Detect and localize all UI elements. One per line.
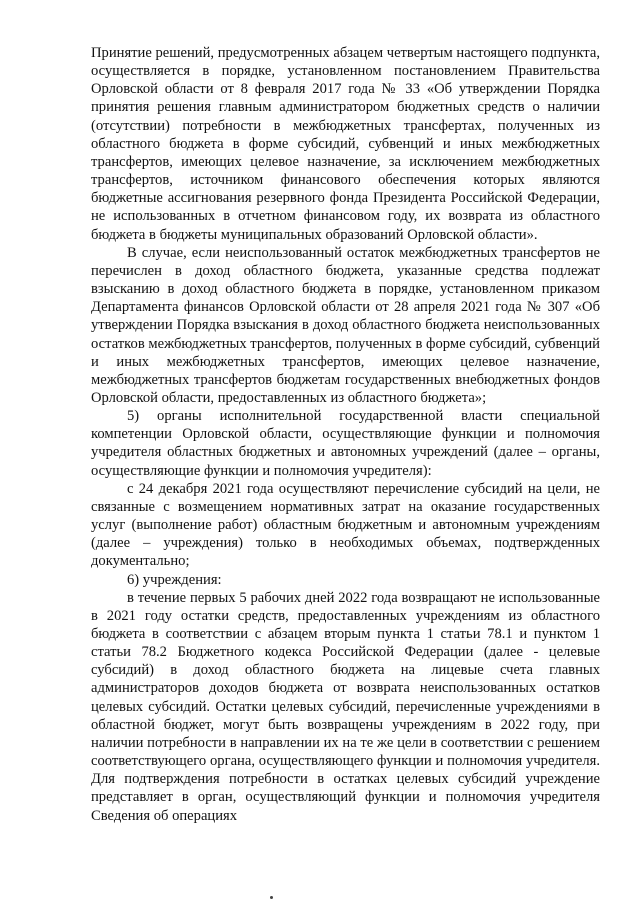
scan-dot-mark [270, 896, 273, 899]
paragraph-decision-procedure: Принятие решений, предусмотренных абзацем четвертым настоящего подпункта, осуществляется в порядке, установленном постановлением Правительства Орловской области от 8 февраля 2017 года № 33 «Об утверждении Порядка принятия решения главным администратором бюджетных средств о наличии (отсутствии) потребности в межбюджетных трансфертах, полученных из областного бюджета в форме субсидий, субвенций и иных межбюджетных трансфертов, имеющих целевое назначение, за исключением межбюджетных трансфертов, источником финансового обеспечения которых являются бюджетные ассигнования резервного фонда Президента Российской Федерации, не использованных в отчетном финансовом году, их возврата из областного бюджета в бюджеты муниципальных образований Орловской области». [91, 45, 600, 243]
paragraph-subsidy-transfer: с 24 декабря 2021 года осуществляют перечисление субсидий на цели, не связанные с возмещением нормативных затрат на оказание государственных услуг (выполнение работ) областным бюджетным и автономным учреждениям (далее – учреждения) только в необходимых объемах, подтвержденных документально; [91, 480, 600, 570]
paragraph-item-5-authorities: 5) органы исполнительной государственной власти специальной компетенции Орловской области, осуществляющие функции и полномочия учредителя областных бюджетных и автономных учреждений (далее – органы, осуществляющие функции и полномочия учредителя): [91, 408, 600, 479]
paragraph-item-6-institutions: 6) учреждения: [127, 571, 222, 588]
paragraph-return-of-balances: в течение первых 5 рабочих дней 2022 года возвращают не использованные в 2021 году остатки средств, предоставленных учреждениям из областного бюджета в соответствии с абзацем вторым пункта 1 статьи 78.1 и пунктом 1 статьи 78.2 Бюджетного кодекса Российской Федерации (далее - целевые субсидий) в доход областного бюджета на лицевые счета главных администраторов доходов бюджета от возврата неиспользованных остатков целевых субсидий. Остатки целевых субсидий, перечисленные учреждениями в областной бюджет, могут быть возвращены учреждениям в 2022 году, при наличии потребности в направлении их на те же цели в соответствии с решением соответствующего органа, осуществляющего функции и полномочия учредителя. Для подтверждения потребности в остатках целевых субсидий учреждение представляет в орган, осуществляющий функции и полномочия учредителя Сведения об операциях [91, 589, 600, 824]
document-body [91, 44, 600, 825]
paragraph-recovery-procedure: В случае, если неиспользованный остаток межбюджетных трансфертов не перечислен в доход областного бюджета, указанные средства подлежат взысканию в доход областного бюджета в порядке, установленном приказом Департамента финансов Орловской области от 28 апреля 2021 года № 307 «Об утверждении Порядка взыскания в доход областного бюджета неиспользованных остатков межбюджетных трансфертов, полученных в форме субсидий, субвенций и иных межбюджетных трансфертов, имеющих целевое назначение, межбюджетных трансфертов бюджетам государственных внебюджетных фондов Орловской области, предоставленных из областного бюджета»; [91, 244, 600, 406]
